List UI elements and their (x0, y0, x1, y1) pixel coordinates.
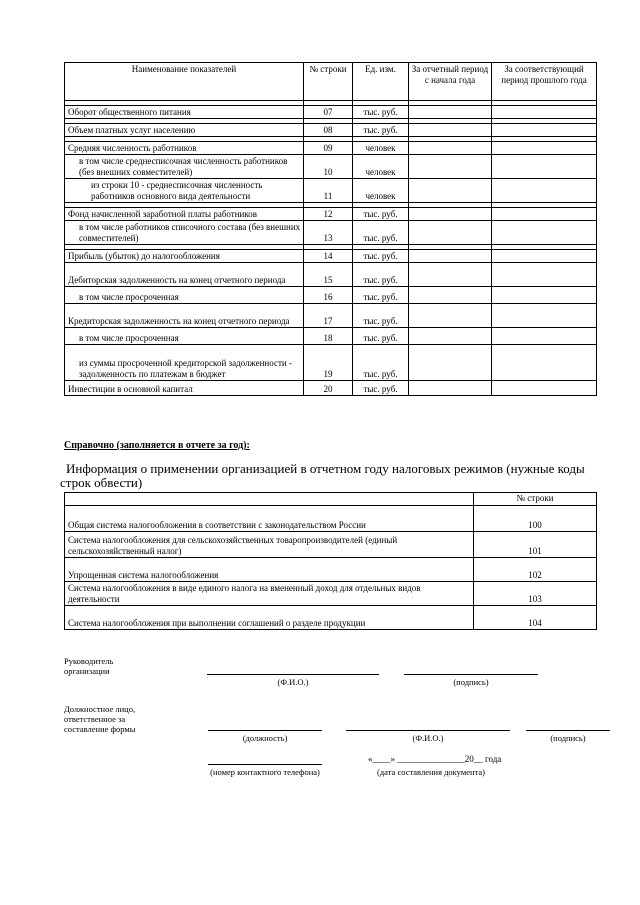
value-cell[interactable] (409, 106, 492, 119)
value-cell[interactable] (409, 155, 492, 179)
table-row: Кредиторская задолженность на конец отчетного периода 17 тыс. руб. (65, 304, 597, 328)
value-cell[interactable] (409, 142, 492, 155)
header-row-number: № строки (304, 63, 353, 101)
official-signature-line[interactable] (526, 730, 610, 731)
date-caption: (дата составления документа) (377, 767, 485, 777)
value-cell[interactable] (492, 345, 597, 381)
value-cell[interactable] (492, 328, 597, 345)
regime-code[interactable]: 104 (474, 606, 597, 630)
header-previous-period: За соответствующий период прошлого года (492, 63, 597, 101)
value-cell[interactable] (409, 304, 492, 328)
value-cell[interactable] (492, 287, 597, 304)
official-fio-line[interactable] (346, 730, 510, 731)
value-cell[interactable] (492, 124, 597, 137)
phone-caption: (номер контактного телефона) (210, 767, 320, 777)
table-row: Система налогообложения для сельскохозяйственных товаропроизводителей (единый сельскохозяйственный налог) 101 (65, 532, 597, 558)
table-row: в том числе работников списочного состава (без внешних совместителей) 13 тыс. руб. (65, 221, 597, 245)
tax-regimes-title: Информация о применении организацией в отчетном году налоговых режимов (нужные коды строк обвести) (60, 461, 585, 490)
official-fio-caption: (Ф.И.О.) (412, 733, 444, 743)
header-current-period: За отчетный период с начала года (409, 63, 492, 101)
value-cell[interactable] (409, 124, 492, 137)
signature-caption: (подпись) (453, 677, 489, 687)
table-row: Объем платных услуг населению 08 тыс. руб. (65, 124, 597, 137)
table-header-row (65, 493, 597, 506)
regime-code[interactable]: 101 (474, 532, 597, 558)
value-cell[interactable] (492, 250, 597, 263)
tax-regimes-table (64, 492, 597, 630)
table-row: Упрощенная система налогообложения 102 (65, 558, 597, 582)
table-row: в том числе просроченная 16 тыс. руб. (65, 287, 597, 304)
value-cell[interactable] (409, 250, 492, 263)
table-row: Общая система налогообложения в соответствии с законодательством России 100 (65, 506, 597, 532)
value-cell[interactable] (409, 328, 492, 345)
value-cell[interactable] (492, 106, 597, 119)
table-row: Оборот общественного питания 07 тыс. руб. (65, 106, 597, 119)
regime-code[interactable]: 100 (474, 506, 597, 532)
table-row: Прибыль (убыток) до налогообложения 14 тыс. руб. (65, 250, 597, 263)
table-row: Система налогообложения в виде единого налога на вмененный доход для отдельных видов деятельности 103 (65, 582, 597, 606)
value-cell[interactable] (409, 208, 492, 221)
fio-line[interactable] (207, 674, 379, 675)
value-cell[interactable] (409, 381, 492, 396)
value-cell[interactable] (409, 221, 492, 245)
indicators-table (64, 62, 597, 396)
head-label: Руководитель организации (64, 656, 114, 676)
header-name: Наименование показателей (65, 63, 304, 101)
value-cell[interactable] (492, 304, 597, 328)
regime-code[interactable]: 103 (474, 582, 597, 606)
signature-line[interactable] (404, 674, 538, 675)
value-cell[interactable] (409, 345, 492, 381)
table-row: в том числе среднесписочная численность работников (без внешних совместителей) 10 человек (65, 155, 597, 179)
fio-caption: (Ф.И.О.) (277, 677, 309, 687)
value-cell[interactable] (492, 221, 597, 245)
value-cell[interactable] (492, 381, 597, 396)
table-row: Инвестиции в основной капитал 20 тыс. руб. (65, 381, 597, 396)
table-row: из строки 10 - среднесписочная численность работников основного вида деятельности 11 человек (65, 179, 597, 203)
official-signature-caption: (подпись) (550, 733, 586, 743)
table-row: Система налогообложения при выполнении соглашений о разделе продукции 104 (65, 606, 597, 630)
header-row-number: № строки (474, 493, 597, 506)
reference-title: Справочно (заполняется в отчете за год): (64, 440, 250, 451)
date-field[interactable]: «____» _______________20__ года (368, 754, 502, 764)
value-cell[interactable] (409, 287, 492, 304)
table-row: в том числе просроченная 18 тыс. руб. (65, 328, 597, 345)
position-caption: (должность) (242, 733, 288, 743)
table-row: Фонд начисленной заработной платы работников 12 тыс. руб. (65, 208, 597, 221)
value-cell[interactable] (492, 142, 597, 155)
value-cell[interactable] (492, 208, 597, 221)
value-cell[interactable] (492, 155, 597, 179)
official-label: Должностное лицо, ответственное за составление формы (64, 704, 136, 734)
value-cell[interactable] (409, 179, 492, 203)
value-cell[interactable] (409, 263, 492, 287)
position-line[interactable] (208, 730, 322, 731)
table-row: Дебиторская задолженность на конец отчетного периода 15 тыс. руб. (65, 263, 597, 287)
table-header-row (65, 63, 597, 101)
value-cell[interactable] (492, 179, 597, 203)
phone-line[interactable] (208, 764, 322, 765)
regime-code[interactable]: 102 (474, 558, 597, 582)
value-cell[interactable] (492, 263, 597, 287)
header-unit: Ед. изм. (353, 63, 409, 101)
table-row: из суммы просроченной кредиторской задолженности - задолженность по платежам в бюджет 19 тыс. руб. (65, 345, 597, 381)
table-row: Средняя численность работников 09 человек (65, 142, 597, 155)
